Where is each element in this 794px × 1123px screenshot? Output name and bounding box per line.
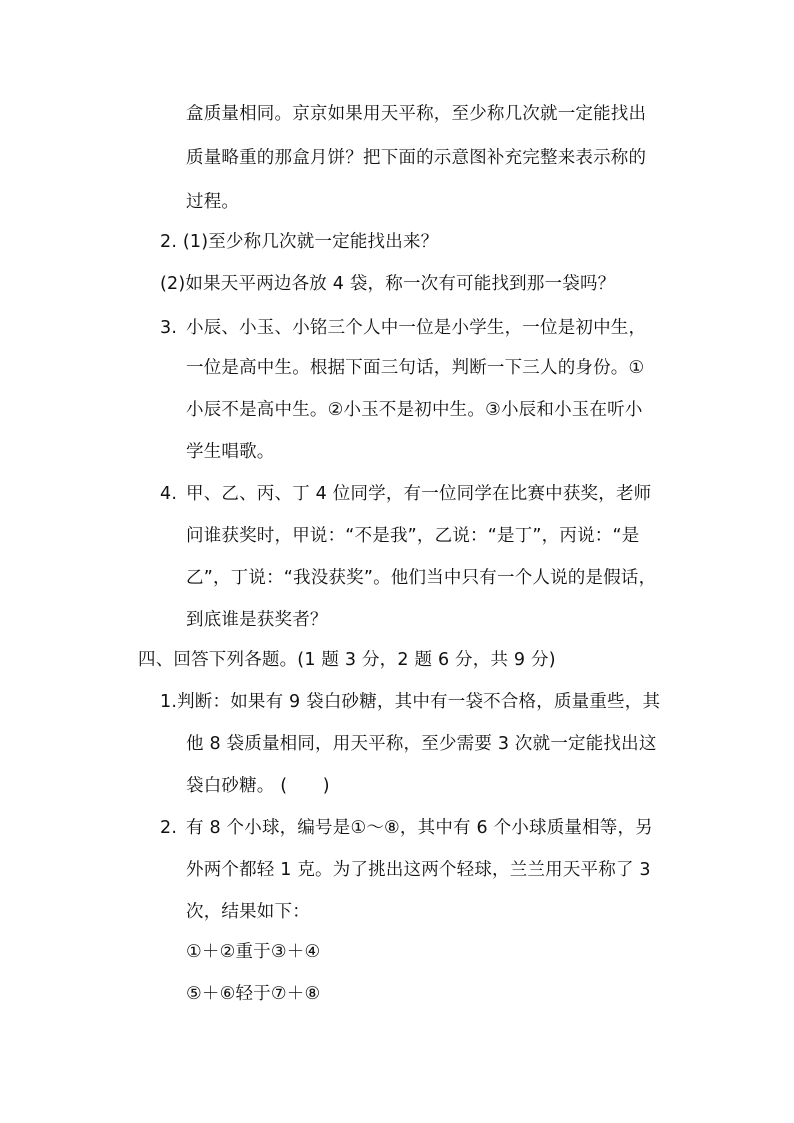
text-line: 外两个都轻 1 克。为了挑出这两个轻球，兰兰用天平称了 3 xyxy=(186,860,651,880)
text-line: 到底谁是获奖者？ xyxy=(186,610,328,630)
text-line: 小辰不是高中生。②小玉不是初中生。③小辰和小玉在听小 xyxy=(186,400,643,420)
question-number: 2. xyxy=(160,818,178,838)
text-line: 1.判断：如果有 9 袋白砂糖，其中有一袋不合格，质量重些，其 xyxy=(160,692,661,712)
question-2-part-1: 2. (1)至少称几次就一定能找出来？ xyxy=(160,232,439,252)
section-heading: 四、回答下列各题。(1 题 3 分，2 题 6 分，共 9 分) xyxy=(138,650,556,670)
text-line: 盒质量相同。京京如果用天平称，至少称几次就一定能找出 xyxy=(186,104,647,124)
text-line: 他 8 袋质量相同，用天平称，至少需要 3 次就一定能找出这 xyxy=(186,734,657,754)
text-line: 袋白砂糖。 ( ) xyxy=(186,776,330,796)
text-line: 次，结果如下： xyxy=(186,902,310,922)
text-line: 乙”，丁说：“我没获奖”。他们当中只有一个人说的是假话， xyxy=(186,568,657,588)
text-line: ⑤＋⑥轻于⑦＋⑧ xyxy=(186,984,321,1004)
text-line: 质量略重的那盒月饼？把下面的示意图补充完整来表示称的 xyxy=(186,148,647,168)
text-line: 甲、乙、丙、丁 4 位同学，有一位同学在比赛中获奖，老师 xyxy=(186,484,652,504)
text-line: 一位是高中生。根据下面三句话，判断一下三人的身份。① xyxy=(186,358,645,378)
text-line: 过程。 xyxy=(186,192,240,212)
question-number: 4. xyxy=(160,484,178,504)
text-line: ①＋②重于③＋④ xyxy=(186,942,321,962)
question-2-part-2: (2)如果天平两边各放 4 袋，称一次有可能找到那一袋吗？ xyxy=(160,274,616,294)
text-line: 学生唱歌。 xyxy=(186,442,275,462)
text-line: 问谁获奖时，甲说：“不是我”，乙说：“是丁”，丙说：“是 xyxy=(186,526,640,546)
question-number: 3. xyxy=(160,318,178,338)
text-line: 有 8 个小球，编号是①～⑧，其中有 6 个小球质量相等，另 xyxy=(186,818,653,838)
text-line: 小辰、小玉、小铭三个人中一位是小学生，一位是初中生， xyxy=(186,318,647,338)
